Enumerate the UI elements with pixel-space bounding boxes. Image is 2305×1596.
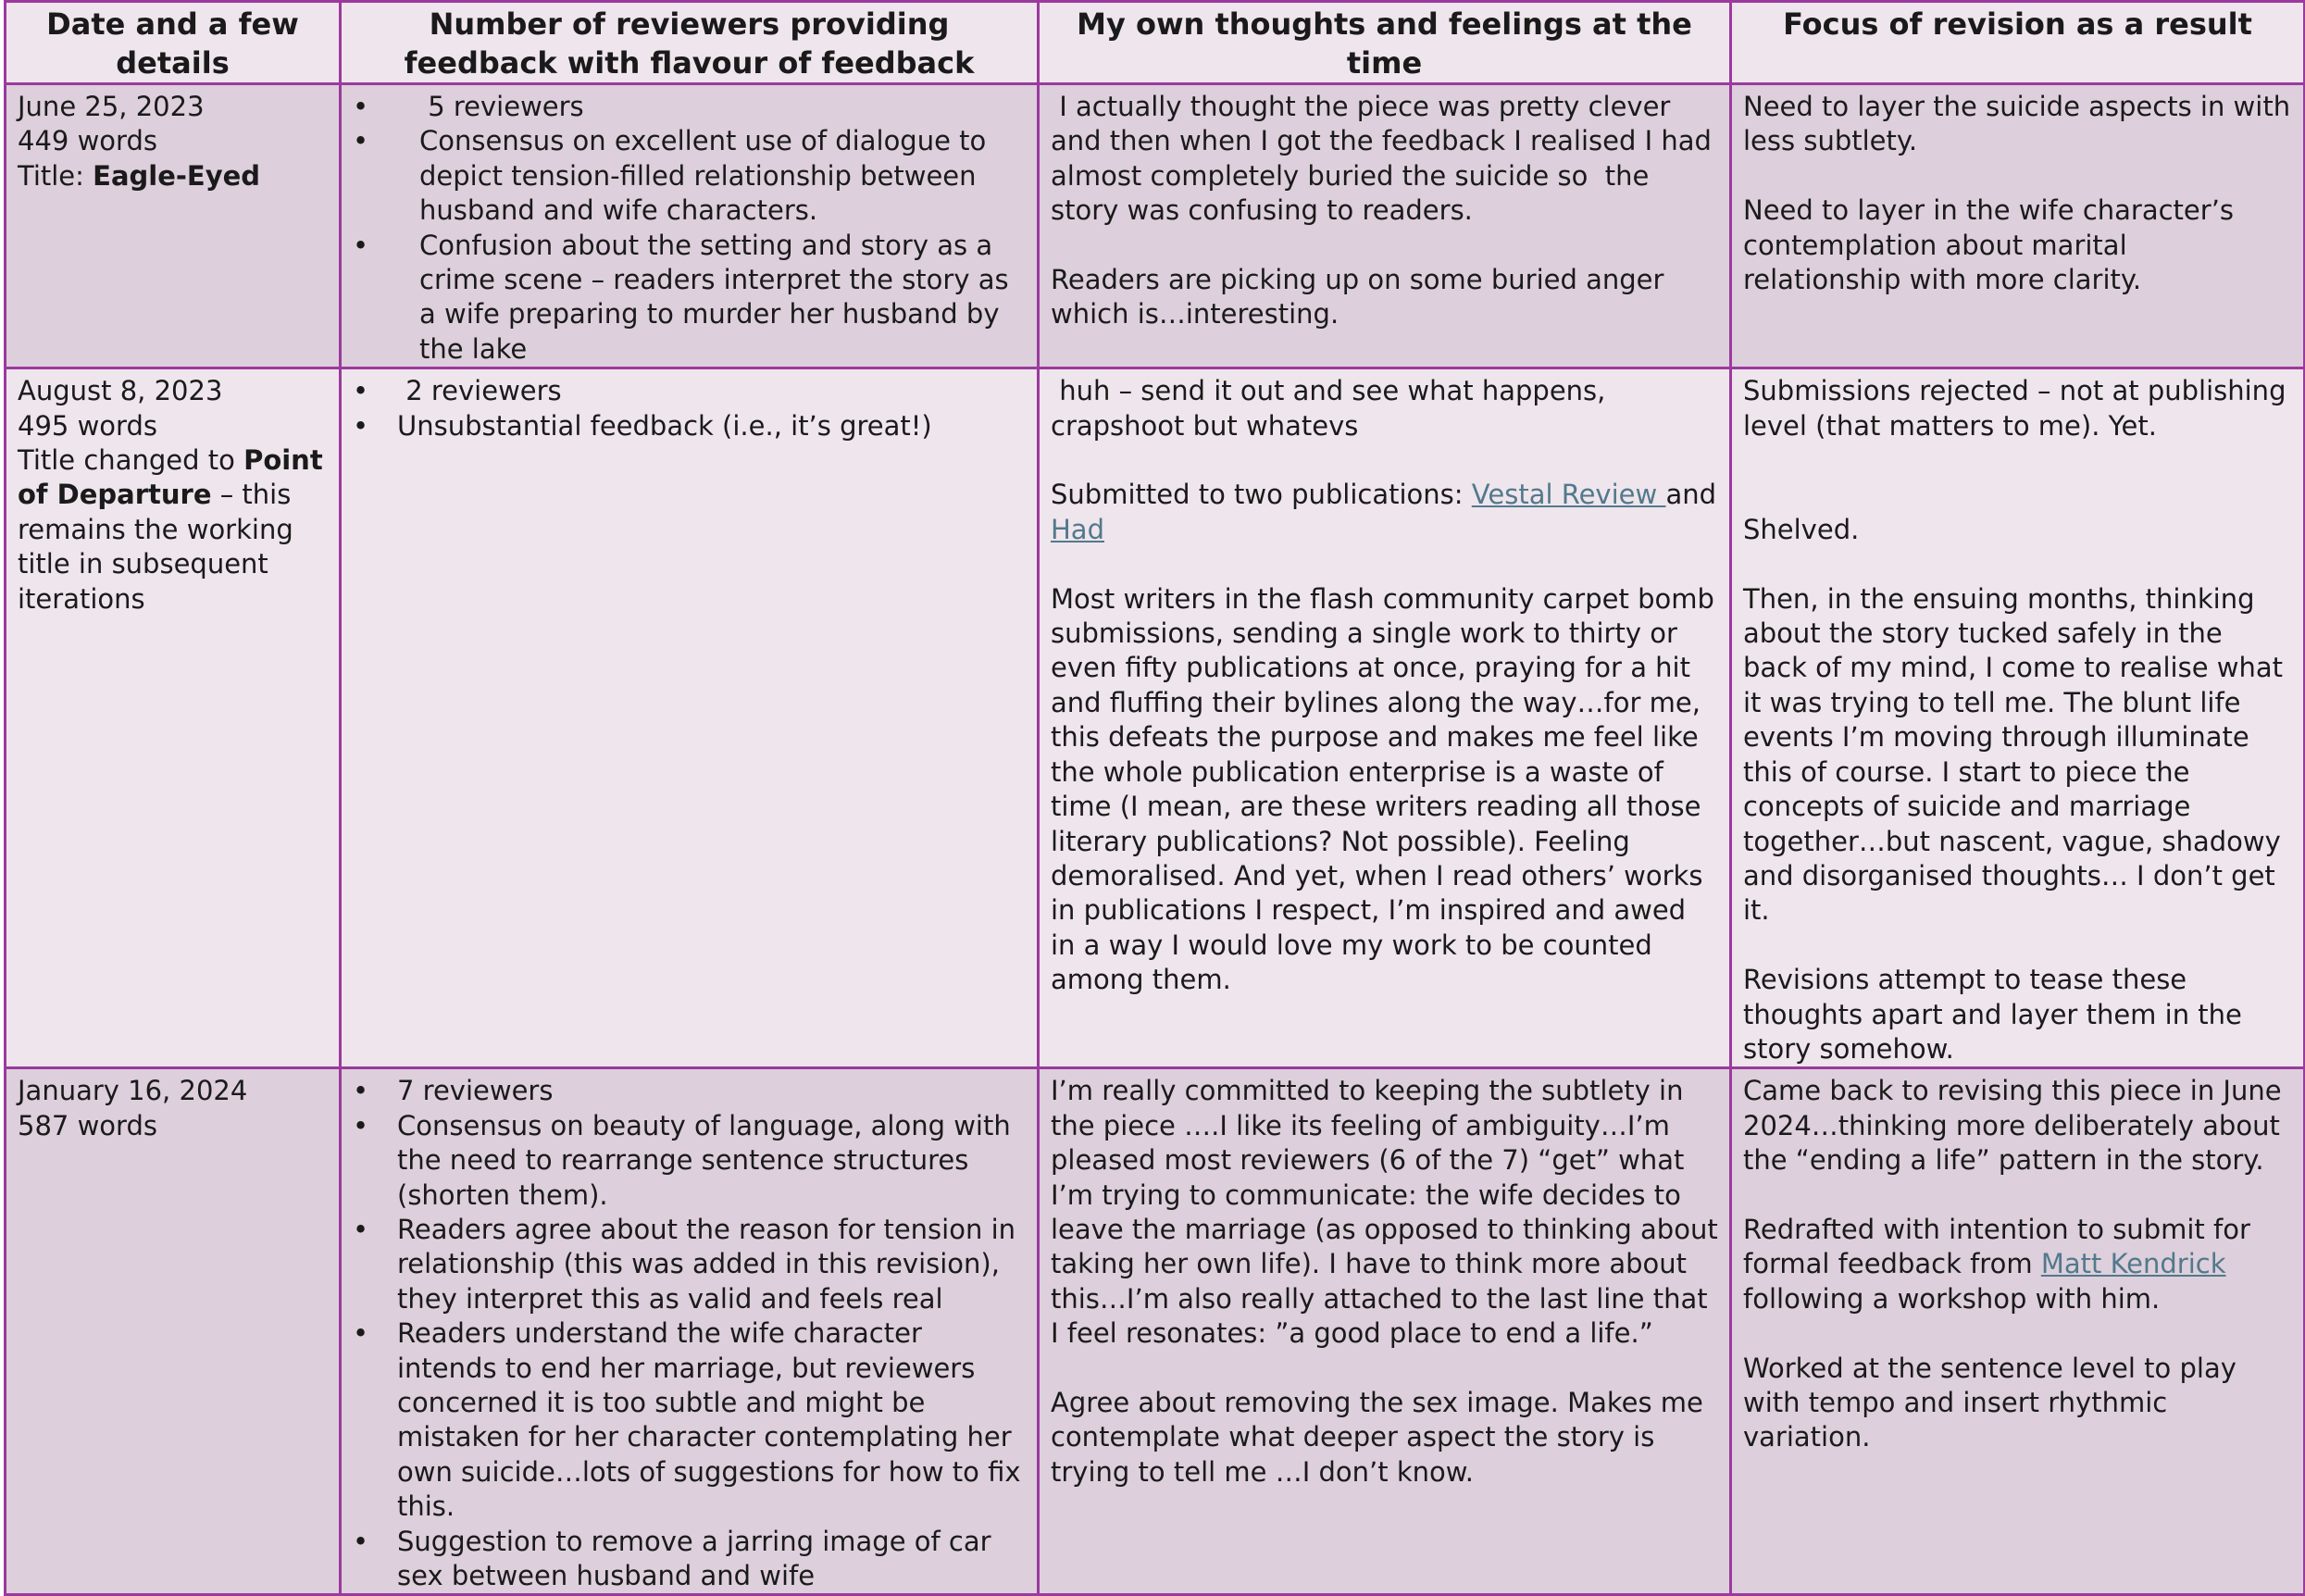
feedback-list [353, 1074, 1026, 1593]
header-focus: Focus of revision as a result [1731, 2, 2305, 84]
date-line: June 25, 2023 [18, 91, 205, 122]
revision-history-table [4, 0, 2305, 1596]
title-line [18, 159, 328, 193]
header-reviewers: Number of reviewers providing feedback with flavour of feedback [341, 2, 1039, 84]
table-row [6, 1068, 2305, 1595]
focus-cell [1731, 84, 2305, 368]
focus-paragraph [1743, 1213, 2292, 1316]
list-item: • Consensus on excellent use of dialogue to depict tension-filled relationship between husband and wife characters. [353, 124, 1026, 228]
title-line [18, 443, 328, 617]
thoughts-cell [1039, 1068, 1731, 1595]
feedback-list [353, 374, 1026, 443]
date-cell [6, 1068, 341, 1595]
reviewers-cell [341, 368, 1039, 1068]
thoughts-cell [1039, 368, 1731, 1068]
focus-paragraph: Revisions attempt to tease these thoughts apart and layer them in the story somehow. [1743, 964, 2242, 1065]
header-thoughts: My own thoughts and feelings at the time [1039, 2, 1731, 84]
date-line: January 16, 2024 [18, 1075, 248, 1107]
thoughts-paragraph: I’m really committed to keeping the subtlety in the piece ….I like its feeling of ambiguity…I’m pleased most reviewers (6 of the 7) “get” what I’m trying to communicate: the wife decides to leave the marriage (as opposed to thinking about taking her own life). I have to think more about this…I’m also really attached to the last line that I feel resonates: ”a good place to end a life.” [1051, 1075, 1718, 1350]
date-cell [6, 84, 341, 368]
list-item: • Readers understand the wife character intends to end her marriage, but reviewers concerned it is too subtle and might be mistaken for her character contemplating her own suicide…lots of suggestions for how to fix this. [353, 1316, 1026, 1524]
word-count: 449 words [18, 125, 157, 157]
matt-kendrick-link[interactable]: Matt Kendrick [2040, 1248, 2226, 1280]
table-header-row [6, 2, 2305, 84]
thoughts-paragraph: huh – send it out and see what happens, crapshoot but whatevs [1051, 375, 1614, 442]
list-item: • Consensus on beauty of language, along with the need to rearrange sentence structures (shorten them). [353, 1109, 1026, 1213]
list-item: • Confusion about the setting and story as a crime scene – readers interpret the story as a wife preparing to murder her husband by the lake [353, 229, 1026, 368]
vestal-review-link[interactable]: Vestal Review [1471, 479, 1666, 511]
header-date: Date and a few details [6, 2, 341, 84]
had-link[interactable]: Had [1051, 513, 1104, 545]
list-item: • Unsubstantial feedback (i.e., it’s great!) [353, 409, 1026, 443]
focus-paragraph: Need to layer in the wife character’s contemplation about marital relationship with more clarity. [1743, 194, 2235, 296]
thoughts-paragraph: Agree about removing the sex image. Makes me contemplate what deeper aspect the story is trying to tell me …I don’t know. [1051, 1386, 1703, 1488]
list-item: • 7 reviewers [353, 1074, 1026, 1108]
focus-paragraph: Need to layer the suicide aspects in with less subtlety. [1743, 91, 2291, 157]
title-suffix: – this remains the working title in subsequent iterations [18, 479, 293, 615]
focus-paragraph: Came back to revising this piece in June 2024…thinking more deliberately about the “ending a life” pattern in the story. [1743, 1075, 2282, 1177]
date-cell [6, 368, 341, 1068]
focus-paragraph: Submissions rejected – not at publishing level (that matters to me). Yet. [1743, 375, 2286, 442]
reviewers-cell [341, 1068, 1039, 1595]
title-prefix: Title: [18, 159, 93, 192]
thoughts-cell [1039, 84, 1731, 368]
focus-cell [1731, 368, 2305, 1068]
focus-paragraph: Shelved. [1743, 513, 1860, 545]
date-line: August 8, 2023 [18, 375, 223, 407]
list-item: • 5 reviewers [353, 90, 1026, 124]
focus-paragraph: Worked at the sentence level to play with tempo and insert rhythmic variation. [1743, 1352, 2236, 1453]
title-name: Point of Departure [18, 444, 323, 511]
focus-cell [1731, 1068, 2305, 1595]
title-prefix: Title changed to [18, 444, 244, 477]
list-item: • Suggestion to remove a jarring image of car sex between husband and wife [353, 1525, 1026, 1594]
word-count: 587 words [18, 1109, 157, 1141]
feedback-list [353, 90, 1026, 367]
list-item: • 2 reviewers [353, 374, 1026, 408]
thoughts-paragraph: Readers are picking up on some buried anger which is…interesting. [1051, 264, 1664, 330]
redraft-text: Redrafted with intention to submit for formal feedback from [1743, 1213, 2250, 1280]
thoughts-paragraph [1051, 478, 1718, 547]
list-item: • Readers agree about the reason for tension in relationship (this was added in this revision), they interpret this as valid and feels real [353, 1213, 1026, 1316]
redraft-suffix: following a workshop with him. [1743, 1282, 2161, 1315]
word-count: 495 words [18, 409, 157, 442]
table-row [6, 84, 2305, 368]
reviewers-cell [341, 84, 1039, 368]
thoughts-paragraph: Most writers in the flash community carpet bomb submissions, sending a single work to thirty or even fifty publications at once, praying for a hit and fluffing their bylines along the way…for me, this defeats the purpose and makes me feel like the whole publication enterprise is a waste of time (I mean, are these writers reading all those literary publications? Not possible). Feeling demoralised. And yet, when I read others’ works in publications I respect, I’m inspired and awed in a way I would love my work to be counted among them. [1051, 582, 1714, 996]
focus-paragraph: Then, in the ensuing months, thinking about the story tucked safely in the back of my mind, I come to realise what it was trying to tell me. The blunt life events I’m moving through illuminate this of course. I start to piece the concepts of suicide and marriage together…but nascent, vague, shadowy and disorganised thoughts… I don’t get it. [1743, 582, 2283, 927]
thoughts-paragraph: I actually thought the piece was pretty clever and then when I got the feedback I realised I had almost completely buried the suicide so the story was confusing to readers. [1051, 91, 1721, 227]
title-name: Eagle-Eyed [93, 159, 261, 192]
submission-text: Submitted to two publications: [1051, 479, 1472, 511]
table-row [6, 368, 2305, 1068]
submission-and: and [1665, 479, 1716, 511]
